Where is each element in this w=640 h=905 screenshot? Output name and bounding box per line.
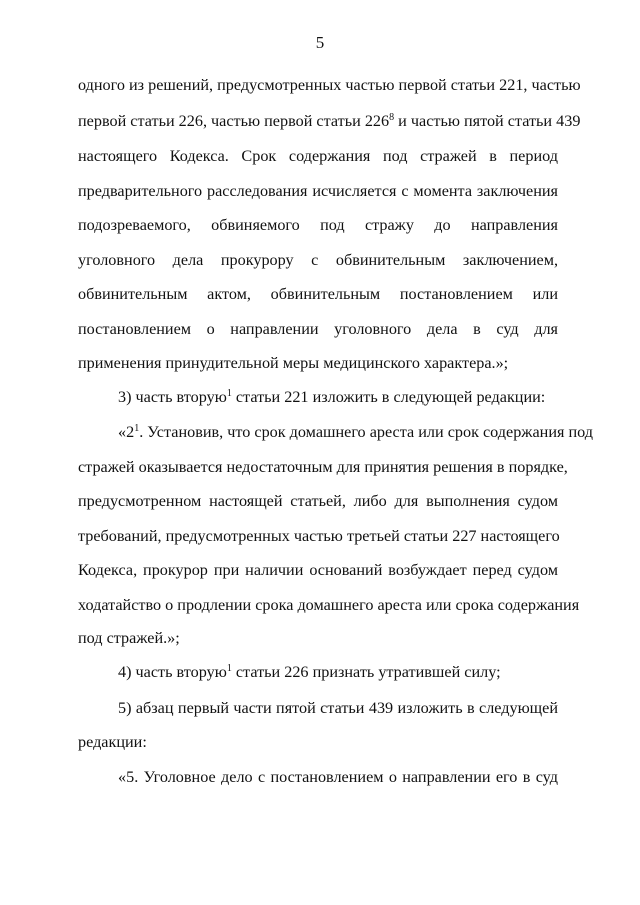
text-line <box>118 422 594 442</box>
text-line: предусмотренном настоящей статьей, либо для выполнения судом <box>78 492 558 510</box>
text-line <box>118 387 558 407</box>
text-line: под стражей.»; <box>78 629 180 647</box>
text-line: «5. Уголовное дело с постановлением о направлении его в суд <box>118 768 558 786</box>
text-line: обвинительным актом, обвинительным постановлением или <box>78 285 558 303</box>
text-line: стражей оказывается недостаточным для принятия решения в порядке, <box>78 458 568 476</box>
text-fragment: 3) часть вторую <box>118 388 227 406</box>
text-line: редакции: <box>78 733 147 751</box>
text-line: требований, предусмотренных частью третьей статьи 227 настоящего <box>78 527 560 545</box>
text-line: применения принудительной меры медицинского характера.»; <box>78 354 509 372</box>
text-line: уголовного дела прокурору с обвинительным заключением, <box>78 251 558 269</box>
text-fragment: . Установив, что срок домашнего ареста или срок содержания под <box>139 423 594 441</box>
text-fragment: 4) часть вторую <box>118 663 227 681</box>
superscript: 8 <box>389 112 395 123</box>
superscript: 1 <box>226 388 232 399</box>
text-fragment: «2 <box>118 423 135 441</box>
page-number: 5 <box>315 33 325 52</box>
text-line: настоящего Кодекса. Срок содержания под стражей в период <box>78 147 558 165</box>
text-line <box>118 662 558 682</box>
text-line: 5) абзац первый части пятой статьи 439 изложить в следующей <box>118 699 558 717</box>
superscript: 1 <box>134 423 140 434</box>
text-line: постановлением о направлении уголовного дела в суд для <box>78 320 558 338</box>
text-line <box>78 111 581 131</box>
text-line: Кодекса, прокурор при наличии оснований возбуждает перед судом <box>78 561 558 579</box>
text-fragment: и частью пятой статьи 439 <box>394 112 581 130</box>
text-line: подозреваемого, обвиняемого под стражу до направления <box>78 216 558 234</box>
superscript: 1 <box>226 663 232 674</box>
text-line: предварительного расследования исчисляется с момента заключения <box>78 182 558 200</box>
text-fragment: статьи 226 признать утратившей силу; <box>231 663 501 681</box>
text-fragment: первой статьи 226, частью первой статьи 226 <box>78 112 390 130</box>
text-line: одного из решений, предусмотренных частью первой статьи 221, частью <box>78 76 581 94</box>
text-line: ходатайство о продлении срока домашнего ареста или срока содержания <box>78 596 580 614</box>
text-fragment: статьи 221 изложить в следующей редакции: <box>231 388 546 406</box>
